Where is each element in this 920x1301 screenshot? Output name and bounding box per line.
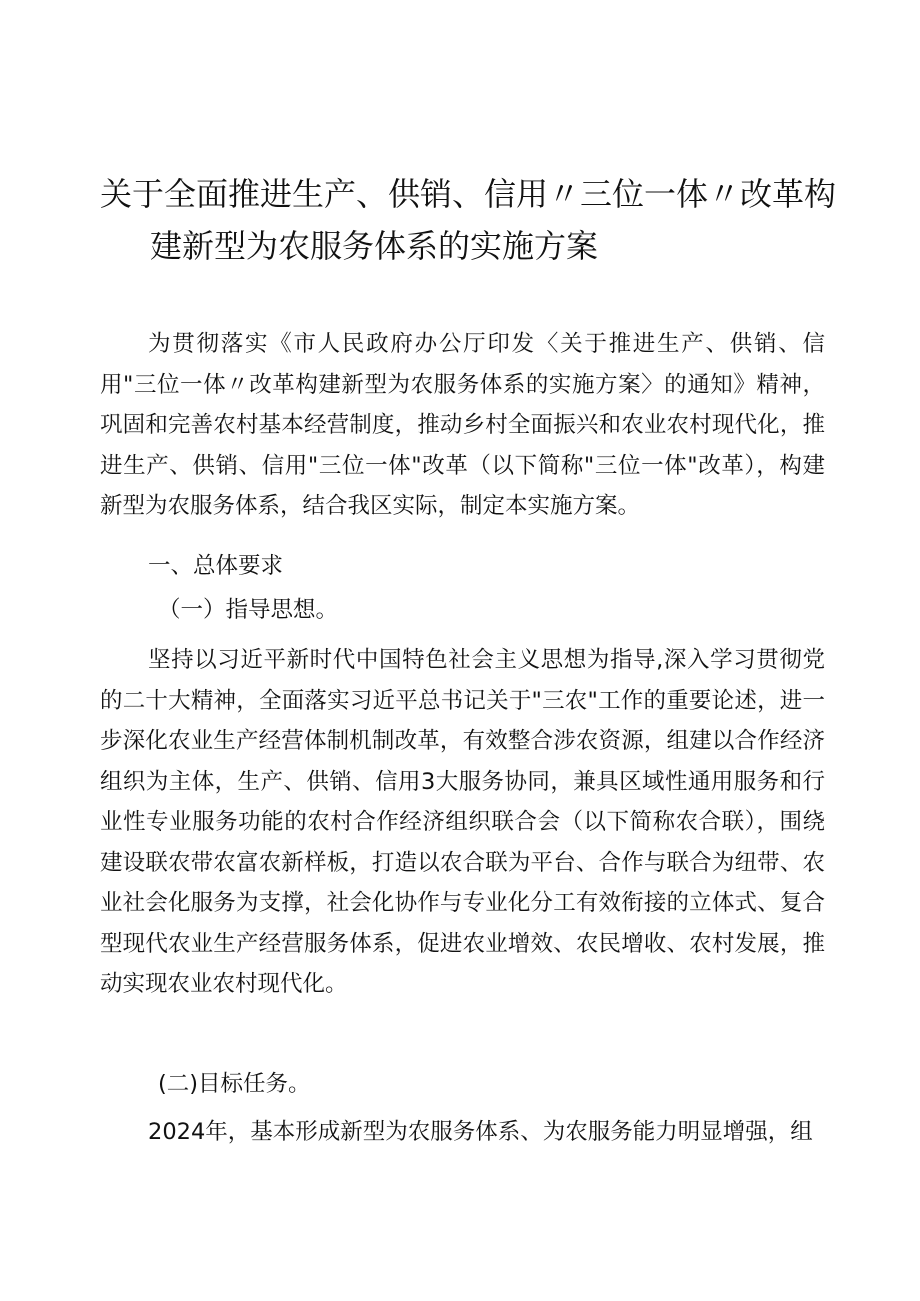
title-line-1: 关于全面推进生产、供销、信用〃三位一体〃改革构 xyxy=(100,175,837,213)
guiding-ideology-paragraph: 坚持以习近平新时代中国特色社会主义思想为指导,深入学习贯彻党的二十大精神，全面落实习近平总书记关于"三农"工作的重要论述，进一步深化农业生产经营体制机制改革，有效整合涉农资源，组建以合作经济组织为主体，生产、供销、信用3大服务协同，兼具区域性通用服务和行业性专业服务功能的农村合作经济组织联合会（以下简称农合联），围绕建设联农带农富农新样板，打造以农合联为平台、合作与联合为纽带、农业社会化服务为支撑，社会化协作与专业化分工有效衔接的立体式、复合型现代农业生产经营服务体系，促进农业增效、农民增收、农村发展，推动实现农业农村现代化。 xyxy=(100,647,825,997)
subsection-heading-goals: (二)目标任务。 xyxy=(158,1071,311,1097)
intro-paragraph: 为贯彻落实《市人民政府办公厅印发〈关于推进生产、供销、信用"三位一体〃改革构建新型为农服务体系的实施方案〉的通知》精神，巩固和完善农村基本经营制度，推动乡村全面振兴和农业农村现代化，推进生产、供销、信用"三位一体"改革（以下简称"三位一体"改革），构建新型为农服务体系，结合我区实际，制定本实施方案。 xyxy=(100,331,825,519)
subsection-heading-guiding-ideology: （一）指导思想。 xyxy=(158,597,339,623)
section-heading-general-requirements: 一、总体要求 xyxy=(148,553,284,579)
document-title xyxy=(100,168,837,272)
goals-paragraph: 2024年，基本形成新型为农服务体系、为农服务能力明显增强，组 xyxy=(148,1119,813,1145)
title-line-2: 建新型为农服务体系的实施方案 xyxy=(150,227,599,265)
